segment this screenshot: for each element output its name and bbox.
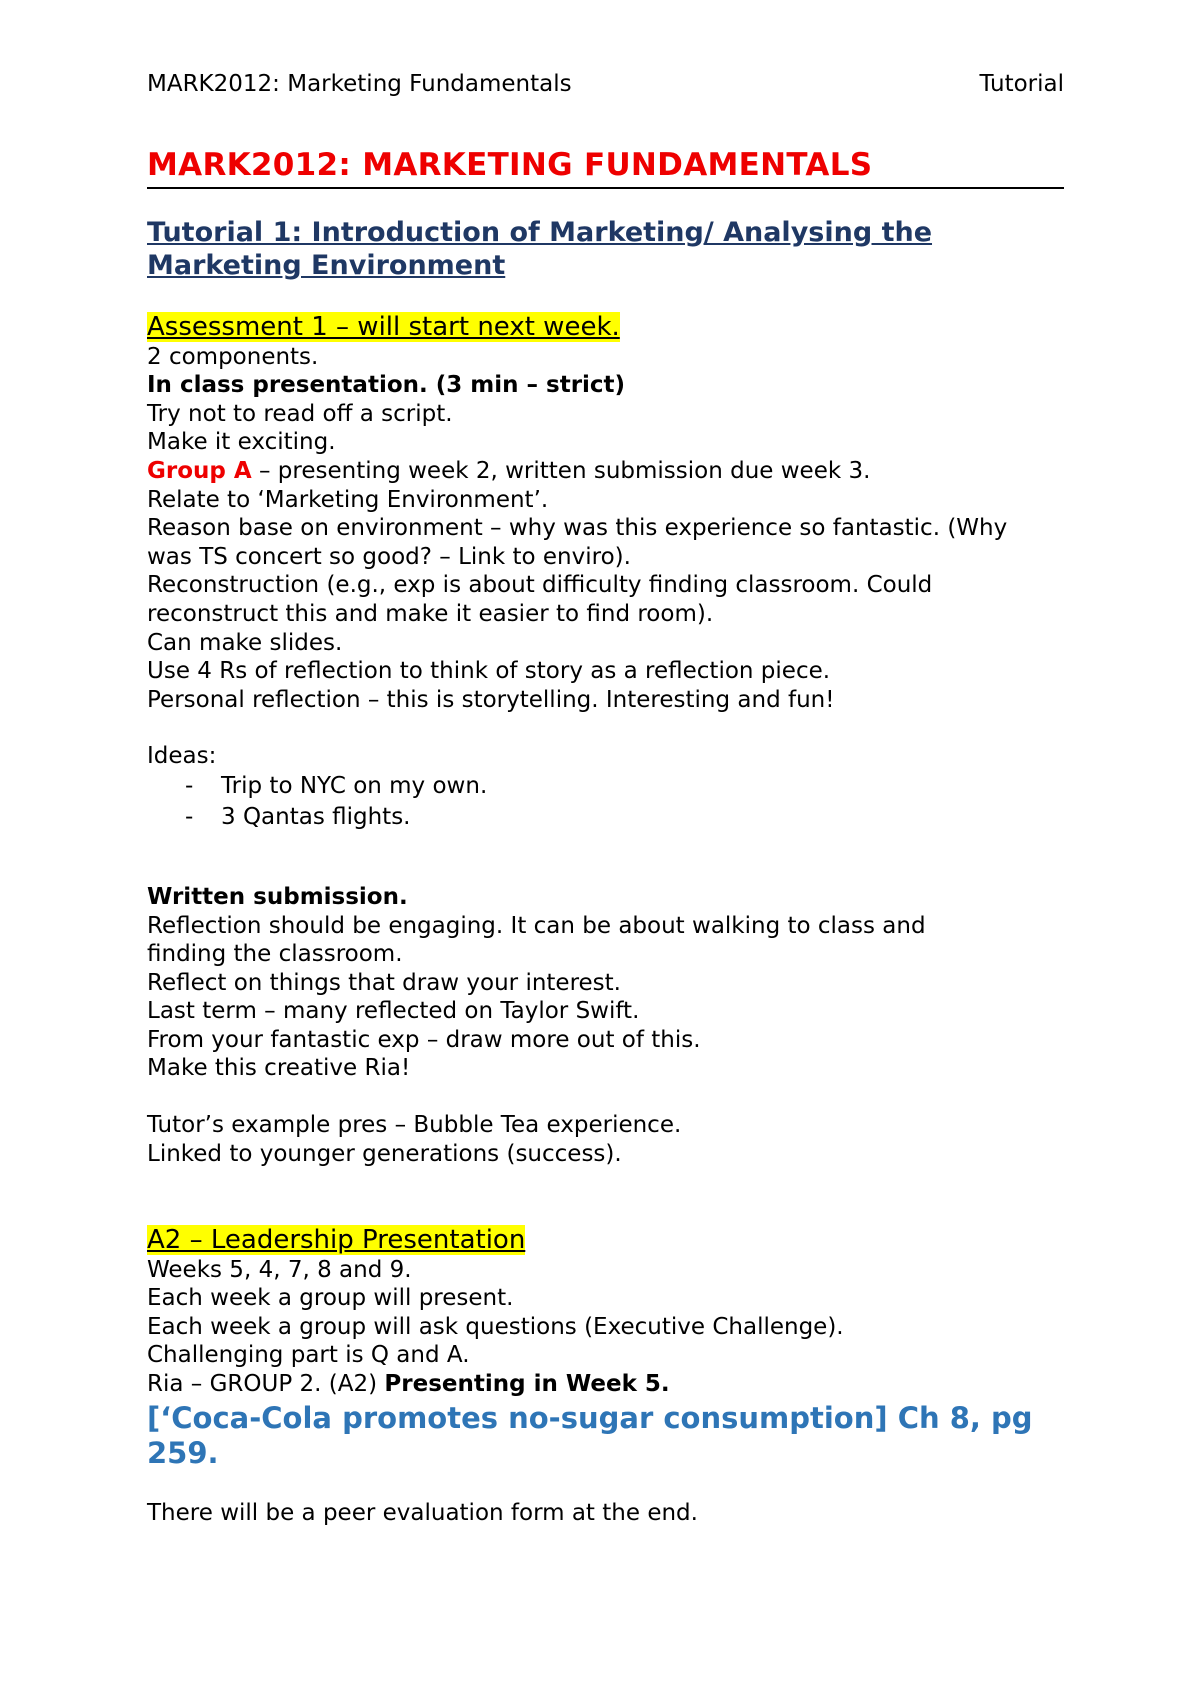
ideas-list <box>147 771 1067 833</box>
header-type: Tutorial <box>979 71 1064 97</box>
relate-text: Relate to ‘Marketing Environment’. <box>147 486 549 513</box>
exciting-text: Make it exciting. <box>147 429 336 456</box>
written-heading: Written submission. <box>147 883 408 910</box>
subtitle-line-2: Marketing Environment <box>147 250 506 281</box>
reason-line-1: Reason base on environment – why was this experience so fantastic. (Why <box>147 515 1008 542</box>
reconstruction-line-1: Reconstruction (e.g., exp is about difficulty finding classroom. Could <box>147 572 933 599</box>
weeks-text: Weeks 5, 4, 7, 8 and 9. <box>147 1256 412 1283</box>
challenging-text: Challenging part is Q and A. <box>147 1342 470 1369</box>
tutorial-subtitle <box>147 216 1047 282</box>
peer-evaluation-text: There will be a peer evaluation form at the end. <box>147 1499 698 1526</box>
fantastic-text: From your fantastic exp – draw more out of this. <box>147 1026 701 1053</box>
assessment-1-section <box>147 312 1067 1168</box>
ideas-label: Ideas: <box>147 743 217 770</box>
list-item: - 3 Qantas flights. <box>185 803 411 830</box>
present-text: Each week a group will present. <box>147 1285 514 1312</box>
reflect-text: Reflect on things that draw your interest. <box>147 969 621 996</box>
components-text: 2 components. <box>147 343 319 370</box>
subtitle-line-1: Tutorial 1: Introduction of Marketing/ Analysing the <box>147 217 933 248</box>
in-class-text: In class presentation. (3 min – strict) <box>147 372 626 399</box>
creative-text: Make this creative Ria! <box>147 1055 411 1082</box>
engaging-line-2: finding the classroom. <box>147 941 403 968</box>
four-rs-text: Use 4 Rs of reflection to think of story as a reflection piece. <box>147 658 831 685</box>
a2-section <box>147 1225 1067 1527</box>
linked-text: Linked to younger generations (success). <box>147 1140 622 1167</box>
script-text: Try not to read off a script. <box>147 400 453 427</box>
personal-text: Personal reflection – this is storytelling. Interesting and fun! <box>147 686 835 713</box>
document-title: MARK2012: MARKETING FUNDAMENTALS <box>147 145 1064 189</box>
list-item: - Trip to NYC on my own. <box>185 772 488 799</box>
group-a-line <box>147 457 1067 486</box>
engaging-line-1: Reflection should be engaging. It can be about walking to class and <box>147 912 926 939</box>
case-study-reference <box>147 1401 1067 1471</box>
slides-text: Can make slides. <box>147 629 343 656</box>
presenting-week-text: Presenting in Week 5. <box>384 1370 670 1397</box>
reason-line-2: was TS concert so good? – Link to enviro). <box>147 543 631 570</box>
case-line-2: 259. <box>147 1435 219 1470</box>
page-header <box>147 70 1064 98</box>
ria-group-line <box>147 1370 1067 1399</box>
tutor-example-text: Tutor’s example pres – Bubble Tea experience. <box>147 1112 682 1139</box>
questions-text: Each week a group will ask questions (Executive Challenge). <box>147 1313 844 1340</box>
reconstruction-line-2: reconstruct this and make it easier to find room). <box>147 600 714 627</box>
a2-heading: A2 – Leadership Presentation <box>147 1225 526 1255</box>
case-line-1: [‘Coca-Cola promotes no-sugar consumption] Ch 8, pg <box>147 1400 1033 1435</box>
assessment-1-heading: Assessment 1 – will start next week. <box>147 312 620 342</box>
group-a-text: – presenting week 2, written submission due week 3. <box>251 457 871 484</box>
ria-group-text: Ria – GROUP 2. (A2) <box>147 1370 385 1397</box>
group-a-label: Group A <box>147 457 252 484</box>
last-term-text: Last term – many reflected on Taylor Swift. <box>147 998 640 1025</box>
header-course: MARK2012: Marketing Fundamentals <box>147 71 572 97</box>
